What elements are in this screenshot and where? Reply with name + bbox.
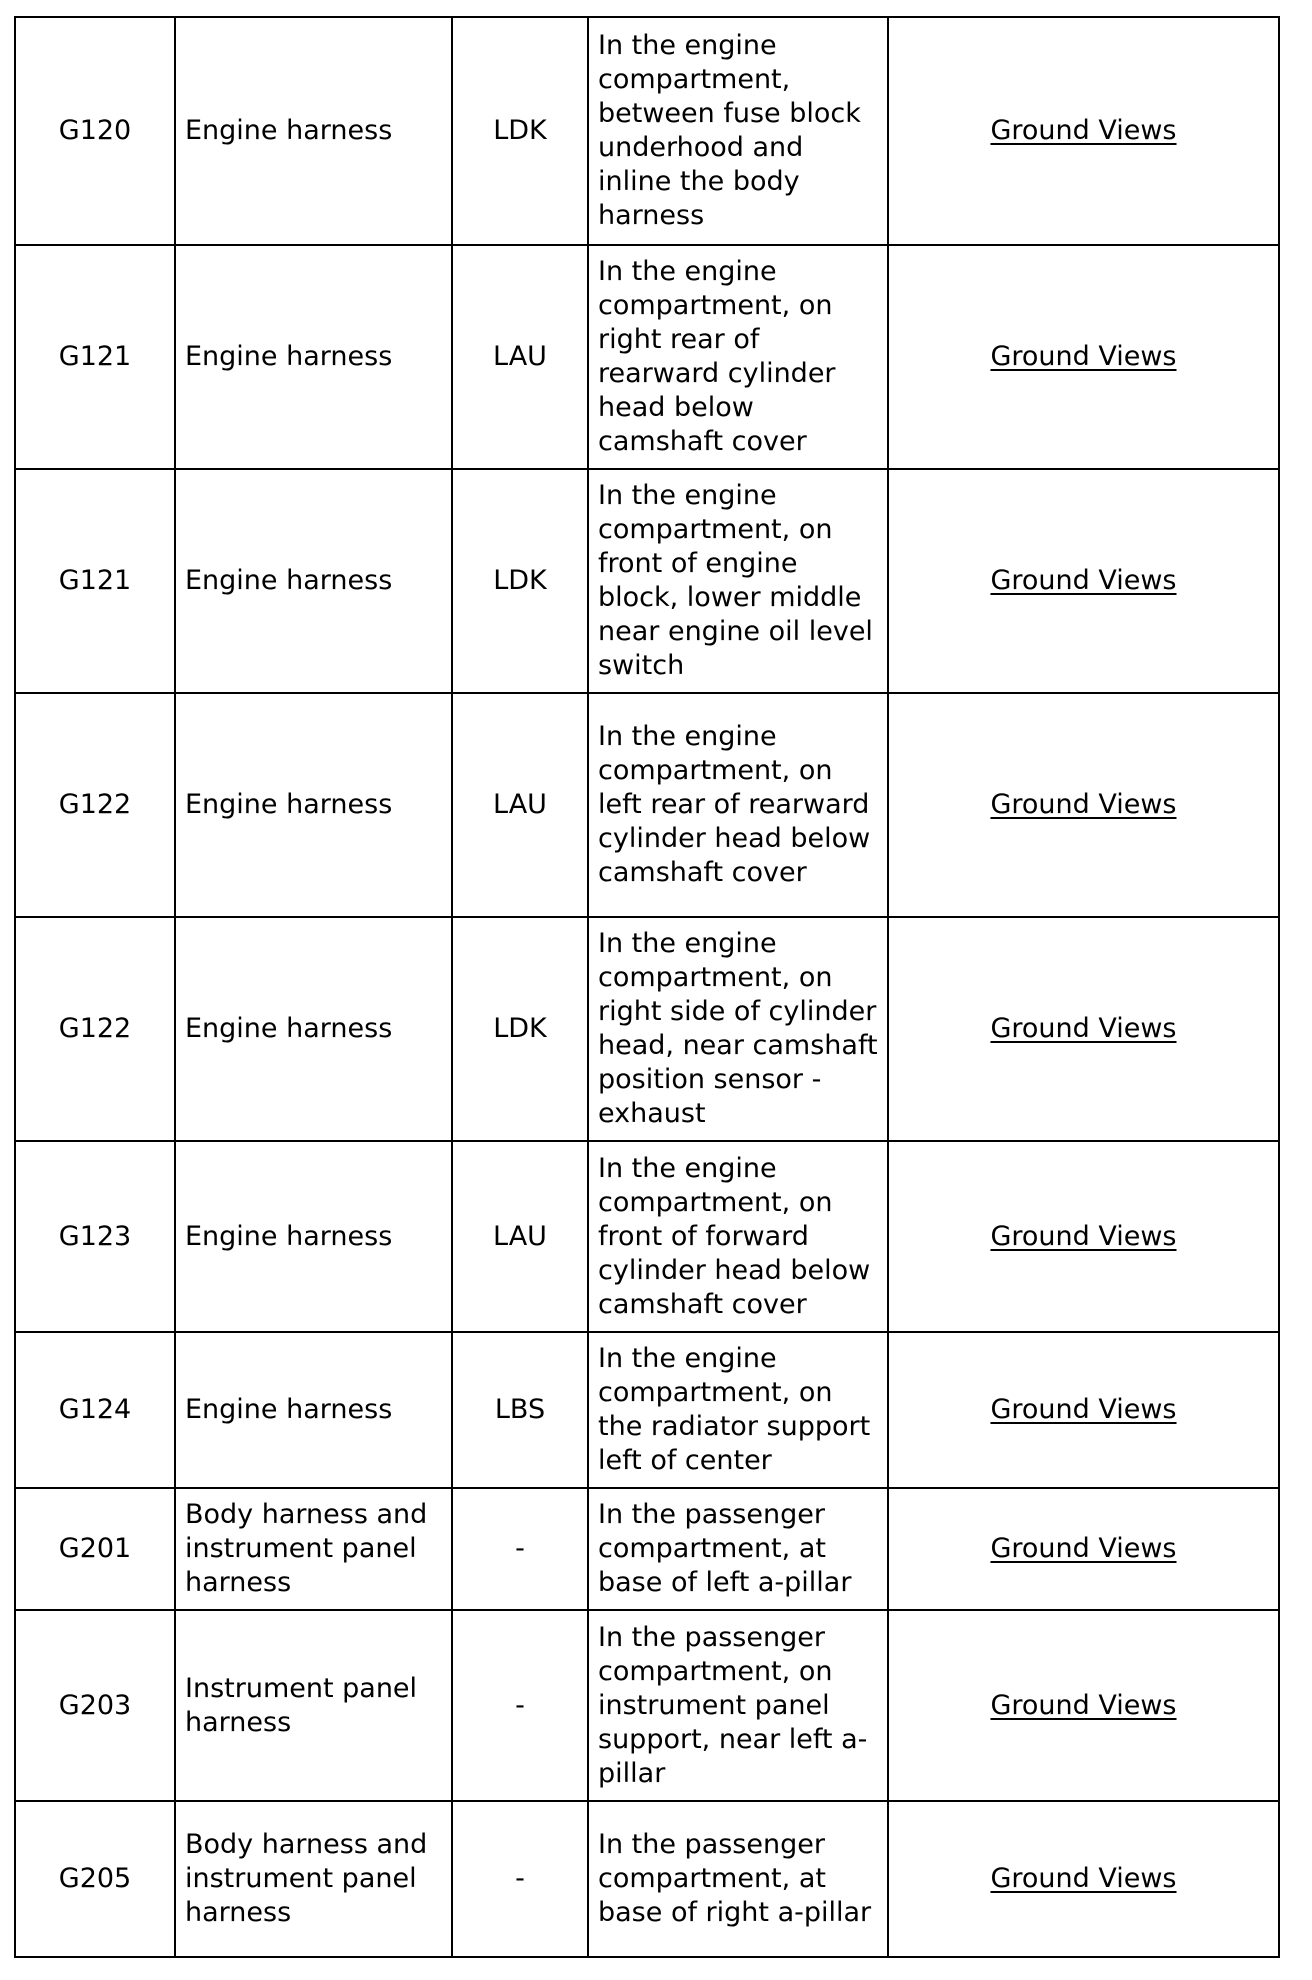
ground-views-cell [888, 917, 1279, 1141]
ground-views-cell [888, 1801, 1279, 1957]
harness-cell: Instrument panel harness [175, 1610, 452, 1801]
ground-views-cell [888, 469, 1279, 693]
ground-views-cell [888, 693, 1279, 917]
option-cell: LAU [452, 1141, 588, 1332]
ground-id-cell: G121 [15, 245, 175, 469]
ground-views-link[interactable]: Ground Views [990, 1533, 1177, 1564]
ground-views-cell [888, 1141, 1279, 1332]
harness-cell: Engine harness [175, 245, 452, 469]
ground-views-link[interactable]: Ground Views [990, 1863, 1177, 1894]
ground-views-cell [888, 17, 1279, 245]
ground-views-cell [888, 1332, 1279, 1488]
location-cell: In the engine compartment, on front of engine block, lower middle near engine oil level switch [588, 469, 888, 693]
location-cell: In the passenger compartment, on instrument panel support, near left a-pillar [588, 1610, 888, 1801]
harness-cell: Engine harness [175, 469, 452, 693]
harness-cell: Body harness and instrument panel harness [175, 1488, 452, 1610]
harness-cell: Body harness and instrument panel harness [175, 1801, 452, 1957]
ground-locations-table [14, 16, 1280, 1958]
harness-cell: Engine harness [175, 693, 452, 917]
option-cell: LAU [452, 693, 588, 917]
ground-views-link[interactable]: Ground Views [990, 789, 1177, 820]
location-cell: In the engine compartment, on left rear of rearward cylinder head below camshaft cover [588, 693, 888, 917]
option-cell: - [452, 1488, 588, 1610]
ground-id-cell: G205 [15, 1801, 175, 1957]
option-cell: LDK [452, 469, 588, 693]
option-cell: LBS [452, 1332, 588, 1488]
table-row [15, 245, 1279, 469]
ground-views-link[interactable]: Ground Views [990, 341, 1177, 372]
table-row [15, 1141, 1279, 1332]
location-cell: In the passenger compartment, at base of left a-pillar [588, 1488, 888, 1610]
table-body [15, 17, 1279, 1957]
ground-views-link[interactable]: Ground Views [990, 1689, 1177, 1721]
table-row [15, 17, 1279, 245]
ground-id-cell: G122 [15, 693, 175, 917]
ground-id-cell: G121 [15, 469, 175, 693]
ground-views-link[interactable]: Ground Views [990, 1394, 1177, 1425]
table-row [15, 469, 1279, 693]
option-cell: - [452, 1801, 588, 1957]
ground-id-cell: G122 [15, 917, 175, 1141]
ground-id-cell: G201 [15, 1488, 175, 1610]
location-cell: In the engine compartment, on front of forward cylinder head below camshaft cover [588, 1141, 888, 1332]
table-row [15, 693, 1279, 917]
ground-views-cell [888, 1610, 1279, 1801]
location-cell: In the engine compartment, on the radiator support left of center [588, 1332, 888, 1488]
ground-views-cell [888, 1488, 1279, 1610]
ground-views-link[interactable]: Ground Views [990, 1220, 1177, 1252]
ground-views-link[interactable]: Ground Views [990, 1013, 1177, 1044]
location-cell: In the passenger compartment, at base of right a-pillar [588, 1801, 888, 1957]
table-row [15, 1801, 1279, 1957]
ground-views-link[interactable]: Ground Views [990, 115, 1177, 146]
ground-id-cell: G123 [15, 1141, 175, 1332]
harness-cell: Engine harness [175, 917, 452, 1141]
harness-cell: Engine harness [175, 1141, 452, 1332]
location-cell: In the engine compartment, on right rear of rearward cylinder head below camshaft cover [588, 245, 888, 469]
table-row [15, 1610, 1279, 1801]
ground-locations-document [14, 16, 1278, 1958]
option-cell: - [452, 1610, 588, 1801]
table-row [15, 917, 1279, 1141]
location-cell: In the engine compartment, on right side of cylinder head, near camshaft position sensor - exhaust [588, 917, 888, 1141]
ground-id-cell: G203 [15, 1610, 175, 1801]
option-cell: LDK [452, 17, 588, 245]
option-cell: LAU [452, 245, 588, 469]
location-cell: In the engine compartment, between fuse block underhood and inline the body harness [588, 17, 888, 245]
ground-id-cell: G120 [15, 17, 175, 245]
table-row [15, 1332, 1279, 1488]
ground-views-link[interactable]: Ground Views [990, 565, 1177, 596]
harness-cell: Engine harness [175, 17, 452, 245]
ground-views-cell [888, 245, 1279, 469]
ground-id-cell: G124 [15, 1332, 175, 1488]
harness-cell: Engine harness [175, 1332, 452, 1488]
option-cell: LDK [452, 917, 588, 1141]
table-row [15, 1488, 1279, 1610]
